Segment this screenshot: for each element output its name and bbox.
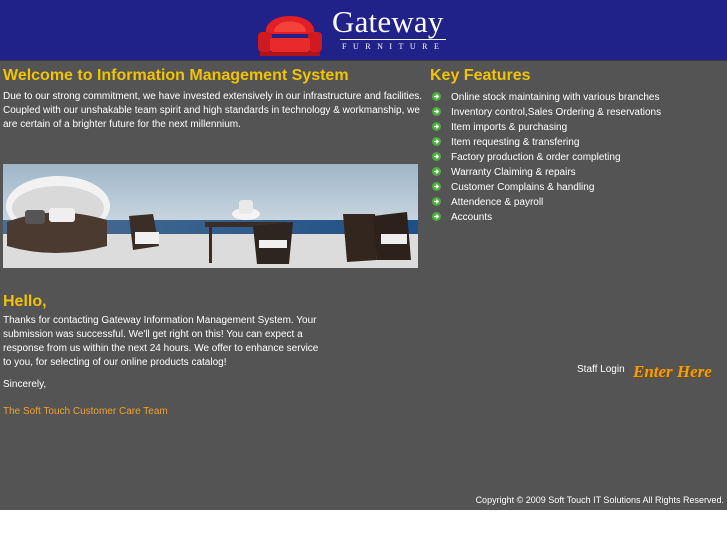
green-arrow-bullet-icon (432, 197, 441, 206)
feature-item (432, 135, 661, 150)
red-armchair-icon (254, 4, 326, 58)
logo-wordmark: Gateway (332, 4, 444, 39)
intro-paragraph: Due to our strong commitment, we have invested extensively in our infrastructure and facilities. Coupled with our unshakable team spirit and high standards in technology & workmanship, we are certain of a brighter future for the next millennium. (3, 91, 423, 130)
feature-item (432, 90, 661, 105)
feature-label: Inventory control,Sales Ordering & reservations (451, 107, 662, 118)
thanks-paragraph: Thanks for contacting Gateway Information Management System. Your submission was successful. We'll get right on this! You can expect a response from us within the next 24 hours. We offer to enhance service to you, for selecting of our online products catalog! (3, 315, 319, 368)
customer-care-team: The Soft Touch Customer Care Team (3, 406, 168, 417)
feature-label: Accounts (451, 212, 493, 223)
sincerely-text: Sincerely, (3, 379, 47, 390)
feature-item (432, 120, 661, 135)
green-arrow-bullet-icon (432, 122, 441, 131)
green-arrow-bullet-icon (432, 92, 441, 101)
welcome-heading: Welcome to Information Management System (3, 67, 349, 84)
feature-item (432, 195, 661, 210)
feature-item (432, 165, 661, 180)
green-arrow-bullet-icon (432, 107, 441, 116)
green-arrow-bullet-icon (432, 167, 441, 176)
hello-heading: Hello, (3, 293, 47, 310)
staff-login-label: Staff Login (577, 364, 625, 375)
enter-here-link[interactable]: Enter Here (633, 362, 712, 381)
feature-item (432, 150, 661, 165)
feature-label: Item requesting & transfering (451, 137, 580, 148)
key-features-heading: Key Features (430, 67, 531, 84)
green-arrow-bullet-icon (432, 137, 441, 146)
feature-label: Factory production & order completing (451, 152, 621, 163)
features-list (432, 90, 661, 225)
feature-item (432, 105, 661, 120)
green-arrow-bullet-icon (432, 152, 441, 161)
feature-label: Customer Complains & handling (451, 182, 595, 193)
site-header (0, 0, 727, 61)
logo-subtitle: FURNITURE (342, 42, 446, 51)
feature-item (432, 180, 661, 195)
feature-label: Warranty Claiming & repairs (451, 167, 576, 178)
green-arrow-bullet-icon (432, 212, 441, 221)
feature-label: Online stock maintaining with various branches (451, 92, 660, 103)
furniture-photo (3, 164, 418, 268)
copyright-text: Copyright © 2009 Soft Touch IT Solutions All Rights Reserved. (475, 495, 724, 505)
feature-label: Attendence & payroll (451, 197, 544, 208)
feature-item (432, 210, 661, 225)
feature-label: Item imports & purchasing (451, 122, 568, 133)
logo-divider (340, 39, 446, 40)
green-arrow-bullet-icon (432, 182, 441, 191)
